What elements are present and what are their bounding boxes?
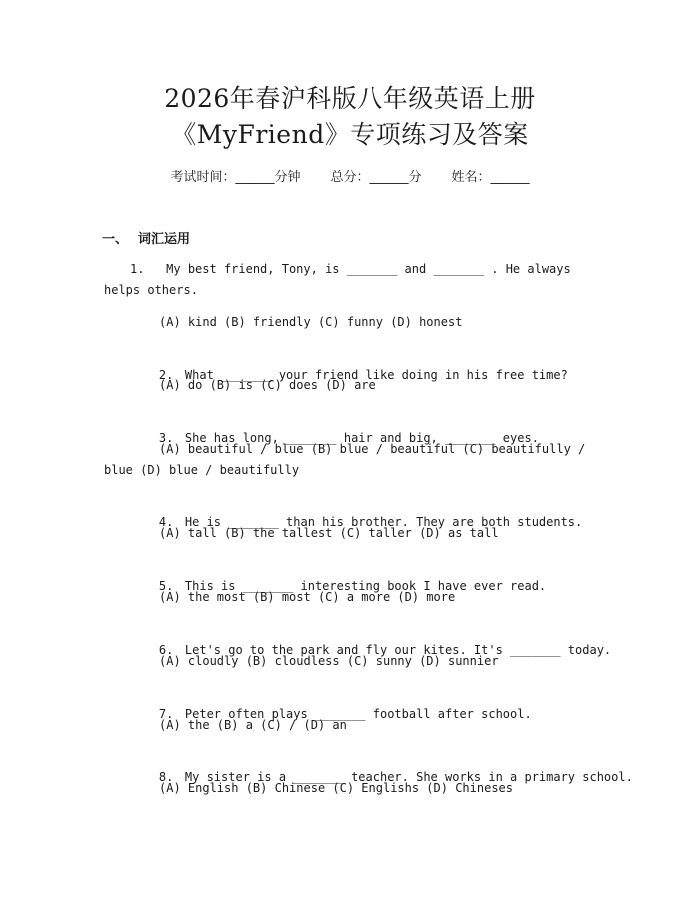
question-2-options: (A) do (B) is (C) does (D) are (159, 378, 376, 392)
score-field: 总分：______分 (330, 170, 422, 185)
question-text: This is _______ interesting book I have ever read. (184, 579, 547, 593)
question-1 (104, 259, 594, 301)
question-4-options: (A) tall (B) the tallest (C) taller (D) as tall (159, 526, 499, 540)
name-field: 姓名：______ (451, 170, 530, 185)
exam-info (0, 168, 700, 188)
question-text: My best friend, Tony, is _______ and _______ . He always helps others. (104, 262, 571, 297)
question-7-options: (A) the (B) a (C) / (D) an (159, 718, 347, 732)
question-number: 7. (158, 707, 174, 721)
question-number: 6. (158, 643, 174, 657)
section-heading (102, 230, 190, 250)
question-number: 4. (158, 515, 174, 529)
question-text: He is _______ than his brother. They are both students. (184, 515, 583, 529)
question-text: She has long, _______ hair and big, _______ eyes. (184, 431, 539, 445)
question-1-options: (A) kind (B) friendly (C) funny (D) honest (159, 315, 463, 329)
question-text: My sister is a _______ teacher. She works in a primary school. (184, 770, 633, 784)
question-text: What _______ your friend like doing in his free time? (184, 368, 568, 382)
question-number: 8. (158, 770, 174, 784)
question-number: 5. (158, 579, 174, 593)
question-text: Peter often plays _______ football after school. (184, 707, 532, 721)
question-text: Let's go to the park and fly our kites. It's _______ today. (184, 643, 612, 657)
question-3-options: (A) beautiful / blue (B) blue / beautiful (C) beautifully / blue (D) blue / beautifully (104, 442, 586, 477)
question-number: 3. (158, 431, 174, 445)
page-title: 2026年春沪科版八年级英语上册 (164, 84, 536, 113)
question-number: 1. (130, 262, 145, 276)
section-title: 词汇运用 (138, 232, 191, 247)
question-5-options: (A) the most (B) most (C) a more (D) more (159, 590, 456, 604)
page-subtitle: 《MyFriend》专项练习及答案 (171, 120, 529, 149)
section-number: 一、 (102, 232, 129, 247)
question-6-options: (A) cloudly (B) cloudless (C) sunny (D) sunnier (159, 654, 499, 668)
question-number: 2. (158, 368, 174, 382)
time-field: 考试时间：______分钟 (170, 170, 301, 185)
question-8-options: (A) English (B) Chinese (C) Englishs (D) Chineses (159, 781, 514, 795)
